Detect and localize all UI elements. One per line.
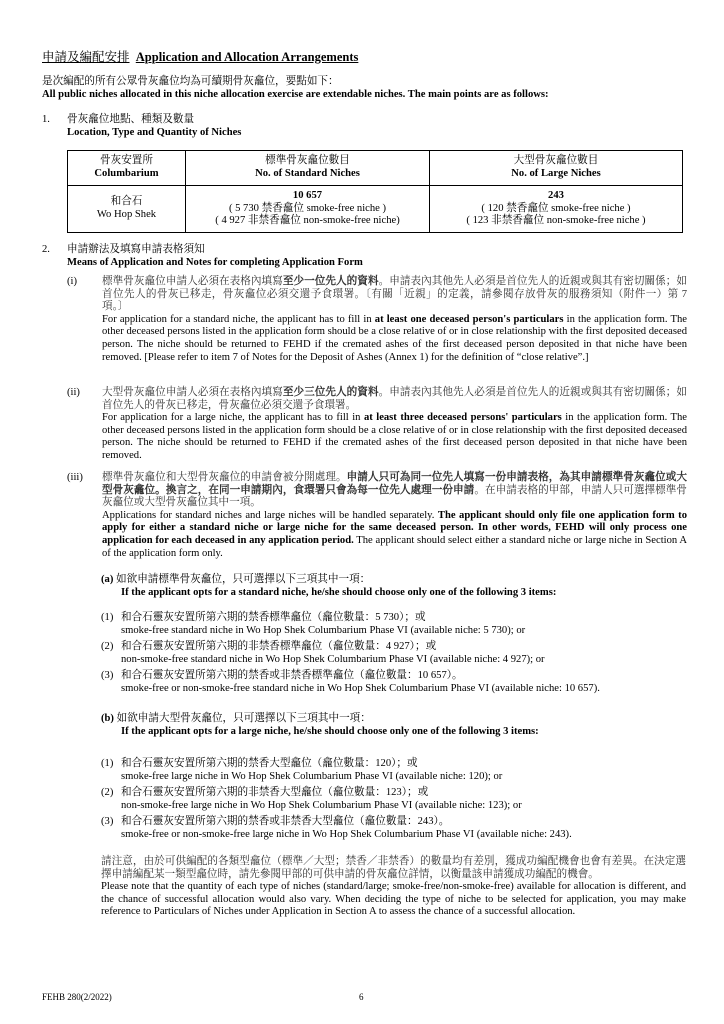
section2-heading-en: Means of Application and Notes for completing Application Form xyxy=(67,256,363,268)
niche-table xyxy=(67,150,683,233)
table-cell-large: 243 ( 120 禁香龕位 smoke-free niche ) ( 123 非禁香龕位 non-smoke-free niche ) xyxy=(430,186,683,233)
section2-number: 2. xyxy=(42,244,50,255)
section1-heading xyxy=(67,114,241,139)
intro-zh: 是次編配的所有公眾骨灰龕位均為可續期骨灰龕位，要點如下： xyxy=(42,76,339,87)
list-item xyxy=(67,387,687,463)
allocation-note xyxy=(101,856,686,919)
intro xyxy=(42,76,692,101)
list-item: (1) 和合石靈灰安置所第六期的禁香大型龕位（龕位數量：120）；或 smoke-free large niche in Wo Hop Shek Columbarium Phase VI (available niche: 120); or xyxy=(101,758,503,782)
option-a-heading: (a) 如欲申請標準骨灰龕位，只可選擇以下三項其中一項： If the applicant opts for a standard niche, he/she should choose only one of the following 3 items: xyxy=(101,574,557,598)
section1-number: 1. xyxy=(42,114,50,125)
list-item: (3) 和合石靈灰安置所第六期的禁香或非禁香大型龕位（龕位數量：243）。 smoke-free or non-smoke-free large niche in Wo Hop Shek Columbarium Phase VI (available niche: 243). xyxy=(101,816,572,840)
section2-heading xyxy=(67,244,363,269)
section1-heading-en: Location, Type and Quantity of Niches xyxy=(67,126,242,138)
list-item xyxy=(67,472,687,560)
intro-en: All public niches allocated in this niche allocation exercise are extendable niches. The main points are as follows: xyxy=(42,88,549,100)
item-label: (ii) xyxy=(67,387,80,398)
item-zh: 標準骨灰龕位申請人必須在表格內填寫至少一位先人的資料。申請表內其他先人必須是首位先人的近親或與其有密切關係；如首位先人的骨灰已移走，骨灰龕位必須交還予食環署。〔有關「近親」的定義，請參閱存放骨灰的服務須知（附件一）第 7 項。〕 xyxy=(102,276,688,313)
table-cell-standard: 10 657 ( 5 730 禁香龕位 smoke-free niche ) ( 4 927 非禁香龕位 non-smoke-free niche) xyxy=(186,186,430,233)
item-label: (iii) xyxy=(67,472,83,483)
table-cell-columbarium: 和合石 Wo Hop Shek xyxy=(68,186,186,233)
table-header: 骨灰安置所 Columbarium xyxy=(68,151,186,186)
table-header: 標準骨灰龕位數目 No. of Standard Niches xyxy=(186,151,430,186)
item-en: For application for a large niche, the applicant has to fill in at least three deceased persons' particulars in the application form. The other deceased persons listed in the application form should be a close relative of or in close relationship with the first deposited deceased person. The niche should be returned to FEHD if the cremated ashes of the first deceased person deposited in that niche have been removed. xyxy=(102,412,687,461)
section1-heading-zh: 骨灰龕位地點、種類及數量 xyxy=(67,114,195,125)
item-zh: 大型骨灰龕位申請人必須在表格內填寫至少三位先人的資料。申請表內其他先人必須是首位先人的近親或與其有密切關係；如首位先人的骨灰已移走，骨灰龕位必須交還予食環署。 xyxy=(102,387,688,411)
list-item: (2) 和合石靈灰安置所第六期的非禁香大型龕位（龕位數量：123）；或 non-smoke-free large niche in Wo Hop Shek Columbarium Phase VI (available niche: 123); or xyxy=(101,787,522,811)
note-zh: 請注意，由於可供編配的各類型龕位（標準／大型；禁香／非禁香）的數量均有差別，獲成功編配機會也會有差異。在決定選擇申請編配某一類型龕位時，請先參閱甲部的可供申請的骨灰龕位詳情，以衡量該申請獲成功編配的機會。 xyxy=(101,856,686,880)
item-en: For application for a standard niche, the applicant has to fill in at least one deceased person's particulars in the application form. The other deceased persons listed in the application form should be a close relative of or in close relationship with the first deposited deceased person. The niche should be returned to FEHD if the cremated ashes of the first deceased person deposited in that niche have been removed. [Please refer to item 7 of Notes for the Deposit of Ashes (Annex 1) for the definition of “close relative”.] xyxy=(102,313,687,363)
list-item: (1) 和合石靈灰安置所第六期的禁香標準龕位（龕位數量：5 730）；或 smoke-free standard niche in Wo Hop Shek Columbarium Phase VI (available niche: 5 730); or xyxy=(101,612,526,636)
list-item: (2) 和合石靈灰安置所第六期的非禁香標準龕位（龕位數量：4 927）；或 non-smoke-free standard niche in Wo Hop Shek Columbarium Phase VI (available niche: 4 927); or xyxy=(101,641,545,665)
section2-heading-zh: 申請辦法及填寫申請表格須知 xyxy=(67,244,205,255)
item-label: (i) xyxy=(67,276,77,287)
list-item: (3) 和合石靈灰安置所第六期的禁香或非禁香標準龕位（龕位數量：10 657）。 smoke-free or non-smoke-free standard niche in Wo Hop Shek Columbarium Phase VI (available niche: 10 657). xyxy=(101,670,600,694)
table-header-row xyxy=(68,151,683,186)
item-en: Applications for standard niches and large niches will be handled separately. The applicant should only file one application form to apply for either a standard niche or large niche for the same deceased person. In other words, FEHD will only process one application for each deceased in any application period. The applicant should select either a standard niche or large niche in Section A of the application form only. xyxy=(102,509,688,559)
option-b-heading: (b) 如欲申請大型骨灰龕位，只可選擇以下三項其中一項： If the applicant opts for a large niche, he/she should choose only one of the following 3 items: xyxy=(101,713,539,737)
form-code: FEHB 280(2/2022) xyxy=(42,992,112,1002)
item-zh: 標準骨灰龕位和大型骨灰龕位的申請會被分開處理。申請人只可為同一位先人填寫一份申請表格，為其申請標準骨灰龕位或大型骨灰龕位。換言之，在同一申請期內，食環署只會為每一位先人處理一份申請。在申請表格的甲部，申請人只可選擇標準骨灰龕位或大型骨灰龕位其中一項。 xyxy=(102,472,688,509)
page-number: 6 xyxy=(359,992,364,1002)
page-title xyxy=(42,50,358,65)
note-en: Please note that the quantity of each type of niches (standard/large; smoke-free/non-smoke-free) available for allocation is different, and the chance of successful allocation would also vary. When deciding the type of niche to be selected for application, you may make reference to Particulars of Niches under Application in Section A to assess the chance of a successful allocation. xyxy=(101,881,686,918)
list-item xyxy=(67,276,687,364)
table-header: 大型骨灰龕位數目 No. of Large Niches xyxy=(430,151,683,186)
title-zh: 申請及編配安排 xyxy=(42,50,130,64)
table-row xyxy=(68,186,683,233)
title-en: Application and Allocation Arrangements xyxy=(135,50,359,64)
